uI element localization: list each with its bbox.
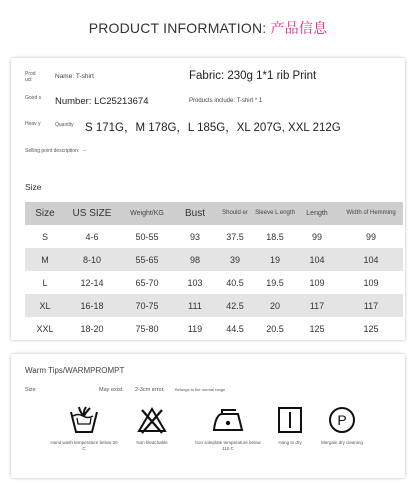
no-bleach-icon xyxy=(136,406,168,434)
table-cell: 104 xyxy=(295,248,339,271)
table-cell: 99 xyxy=(311,231,322,242)
care-item-no-bleach xyxy=(117,406,187,446)
table-cell: 117 xyxy=(339,294,403,317)
table-cell: 109 xyxy=(363,277,379,288)
table-cell: 16-18 xyxy=(65,294,119,317)
size-section-title: Size xyxy=(25,182,42,192)
column-header: Should er xyxy=(215,202,255,225)
product-name-label: Prod uct xyxy=(25,71,36,83)
table-cell: 125 xyxy=(309,323,325,334)
table-cell: 18-20 xyxy=(80,323,104,334)
title-en: PRODUCT INFORMATION: xyxy=(88,20,271,36)
size-table xyxy=(25,202,403,340)
product-name-value: Name: T-shirt xyxy=(55,73,94,80)
column-header: Size xyxy=(25,202,65,225)
care-label: Iron soleplate temperature below 110 C xyxy=(195,440,261,451)
care-label: Hand wash temperature below 30 C xyxy=(50,440,118,451)
column-header: Sleeve L ength xyxy=(255,202,295,225)
title-cn: 产品信息 xyxy=(270,21,328,37)
table-cell: 103 xyxy=(187,277,203,288)
table-cell: 8-10 xyxy=(65,248,119,271)
table-cell: 75-80 xyxy=(135,323,159,334)
weights-text: S 171G，M 178G，L 185G，XL 207G, XXL 212G xyxy=(85,122,341,134)
column-header: Length xyxy=(295,202,339,225)
goods-label: Good s xyxy=(25,95,42,101)
table-cell: 119 xyxy=(187,323,203,334)
table-cell: S xyxy=(41,231,48,242)
products-include: Products include: T-shirt * 1 xyxy=(189,98,263,104)
table-cell: 4-6 xyxy=(85,231,99,242)
tips-may-exist: May exist. xyxy=(99,387,124,393)
table-cell: 40.5 xyxy=(226,277,244,288)
table-cell: 42.5 xyxy=(215,294,255,317)
column-header: Bust xyxy=(175,202,215,225)
table-cell: 39 xyxy=(215,248,255,271)
care-item-dry-clean xyxy=(307,406,377,446)
care-label: Hang to dry xyxy=(278,440,302,445)
iron-low-icon xyxy=(211,406,245,434)
table-cell: 117 xyxy=(295,294,339,317)
hand-wash-icon xyxy=(69,406,99,434)
quantity-label: Quantity xyxy=(55,122,74,128)
table-row xyxy=(25,271,403,294)
table-row xyxy=(25,294,403,317)
table-cell: 19 xyxy=(255,248,295,271)
table-cell: 19.5 xyxy=(266,277,284,288)
care-label: Non bleachable xyxy=(136,440,168,445)
care-item-iron xyxy=(193,406,263,451)
table-cell: 20.5 xyxy=(266,323,284,334)
table-cell: 98 xyxy=(175,248,215,271)
selling-point-value: -- xyxy=(83,148,87,154)
table-cell: 99 xyxy=(365,231,376,242)
table-row xyxy=(25,225,403,248)
table-cell: 20 xyxy=(255,294,295,317)
column-header: Weight/KG xyxy=(119,202,175,225)
column-header: US SIZE xyxy=(65,202,119,225)
table-cell: 125 xyxy=(363,323,379,334)
table-cell: 109 xyxy=(309,277,325,288)
table-cell: 70-75 xyxy=(119,294,175,317)
table-header-row xyxy=(25,202,403,225)
table-cell: 44.5 xyxy=(226,323,244,334)
table-row xyxy=(25,248,403,271)
selling-point-label: Selling point description: xyxy=(25,148,80,154)
table-cell: 65-70 xyxy=(135,277,159,288)
table-cell: 93 xyxy=(189,231,200,242)
page-title xyxy=(0,18,416,38)
table-cell: 111 xyxy=(175,294,215,317)
table-cell: XL xyxy=(25,294,65,317)
warm-tips-panel xyxy=(11,354,405,478)
tips-error: 2-3cm error. xyxy=(135,387,165,393)
tips-normal-range: Belongs to the normal range xyxy=(175,387,226,392)
table-row xyxy=(25,317,403,340)
table-cell: 55-65 xyxy=(119,248,175,271)
product-info-panel xyxy=(11,58,405,340)
column-header: Width of Hemming xyxy=(339,202,403,225)
table-cell: L xyxy=(42,277,48,288)
table-cell: 104 xyxy=(339,248,403,271)
tips-size-label: Size xyxy=(25,387,36,393)
table-cell: 50-55 xyxy=(135,231,159,242)
dry-clean-icon xyxy=(327,406,357,434)
dry-clean-letter: P xyxy=(337,412,347,428)
care-item-hand-wash xyxy=(49,406,119,451)
hang-dry-icon xyxy=(277,406,303,434)
table-cell: 12-14 xyxy=(80,277,104,288)
table-cell: 37.5 xyxy=(226,231,244,242)
heavy-label: Heav y xyxy=(25,121,41,127)
fabric-text: Fabric: 230g 1*1 rib Print xyxy=(189,70,317,82)
warm-tips-title: Warm Tips/WARMPROMPT xyxy=(25,366,125,375)
table-cell: 18.5 xyxy=(266,231,284,242)
table-cell: XXL xyxy=(36,323,54,334)
care-label: Mergain dry cleaning xyxy=(321,440,363,445)
table-cell: M xyxy=(25,248,65,271)
goods-number: Number: LC25213674 xyxy=(55,96,149,107)
